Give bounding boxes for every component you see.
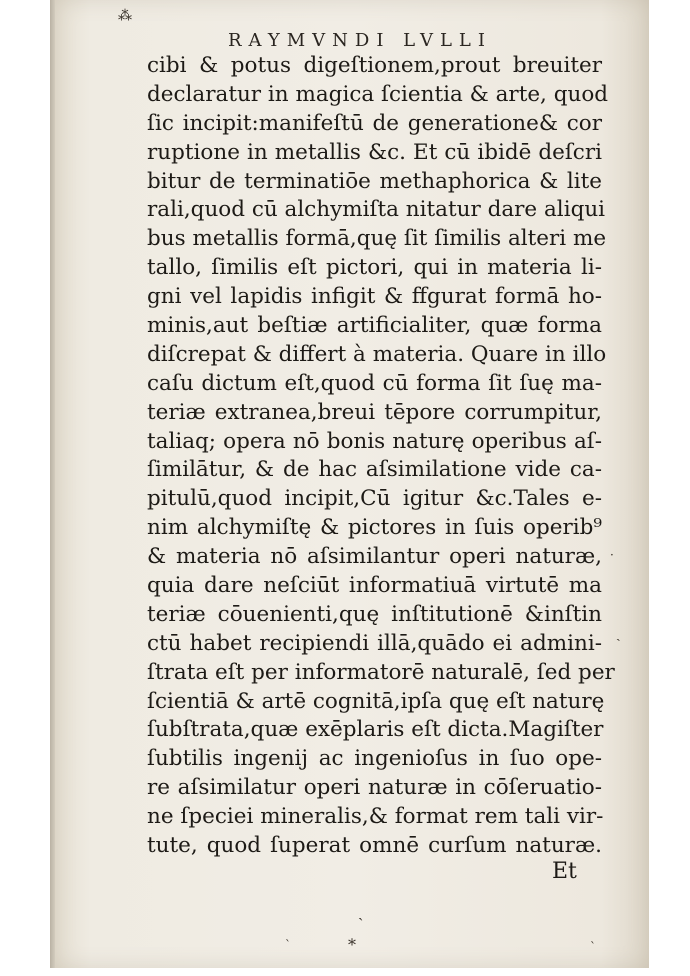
- body-text: [147, 52, 615, 861]
- text-line: quia dare neſciūt informatiuā virtutē ma: [147, 573, 602, 599]
- ink-speck: ˋ: [285, 938, 291, 952]
- text-line: ruptione in metallis &c. Et cū ibidē deſcri: [147, 139, 602, 165]
- text-line: taliaq; opera nō bonis naturę operibus aſ-: [147, 428, 602, 454]
- text-line: caſu dictum eſt,quod cū forma ſit ſuę ma-: [147, 370, 602, 396]
- ink-speck: ˋ: [590, 940, 596, 954]
- text-line: rali,quod cū alchymiſta nitatur dare aliqui: [147, 197, 606, 223]
- text-line: ſtrata eſt per informatorē naturalē, ſed per: [147, 659, 615, 685]
- ink-speck: ⁎: [348, 930, 356, 949]
- text-line: nim alchymiſtę & pictores in ſuis operib⁹: [147, 515, 602, 541]
- ink-speck: ·: [610, 548, 614, 562]
- text-line: declaratur in magica ſcientia & arte, quod: [147, 81, 609, 107]
- text-line: gni vel lapidis infigit & ffgurat formā ho-: [147, 284, 602, 310]
- text-line: bitur de terminatiōe methaphorica & lite: [147, 168, 602, 194]
- text-line: re aſsimilatur operi naturæ in cōſeruatio-: [147, 775, 602, 801]
- text-line: teriæ extranea,breui tēpore corrumpitur,: [147, 399, 602, 425]
- text-line: bus metallis formā,quę ſit ſimilis alteri me: [147, 226, 607, 252]
- text-line: ſcientiā & artē cognitā,ipſa quę eſt naturę: [147, 688, 605, 714]
- text-line: ſubtilis ingenij ac ingenioſus in ſuo ope-: [147, 746, 602, 772]
- ink-speck: ⁂: [118, 8, 132, 24]
- ink-speck: ˎ: [358, 902, 364, 921]
- text-line: ctū habet recipiendi illā,quādo ei admini-: [147, 630, 602, 656]
- text-line: & materia nō aſsimilantur operi naturæ,: [147, 544, 602, 570]
- catchword: Et: [552, 859, 577, 884]
- text-line: cibi & potus digeſtionem,prout breuiter: [147, 53, 602, 78]
- text-line: tallo, ſimilis eſt pictori, qui in materia li-: [147, 255, 602, 281]
- text-line: teriæ cōuenienti,quę inſtitutionē &inſtin: [147, 601, 602, 627]
- text-line: minis,aut beſtiæ artificialiter, quæ forma: [147, 313, 602, 339]
- text-line: diſcrepat & differt à materia. Quare in illo: [147, 341, 607, 367]
- text-line: pitulū,quod incipit,Cū igitur &c.Tales e-: [147, 486, 602, 512]
- text-line: ne ſpeciei mineralis,& format rem tali vir-: [147, 804, 604, 830]
- text-line: ſubſtrata,quæ exēplaris eſt dicta.Magiſter: [147, 717, 604, 743]
- running-head: RAYMVNDI LVLLI: [228, 30, 492, 51]
- text-line: ſic incipit:manifeſtū de generatione& cor: [147, 110, 602, 136]
- text-line: tute, quod ſuperat omnē curſum naturæ.: [147, 833, 602, 859]
- text-line: ſimilātur, & de hac aſsimilatione vide ca-: [147, 457, 602, 483]
- ink-speck: ˏ: [616, 626, 621, 642]
